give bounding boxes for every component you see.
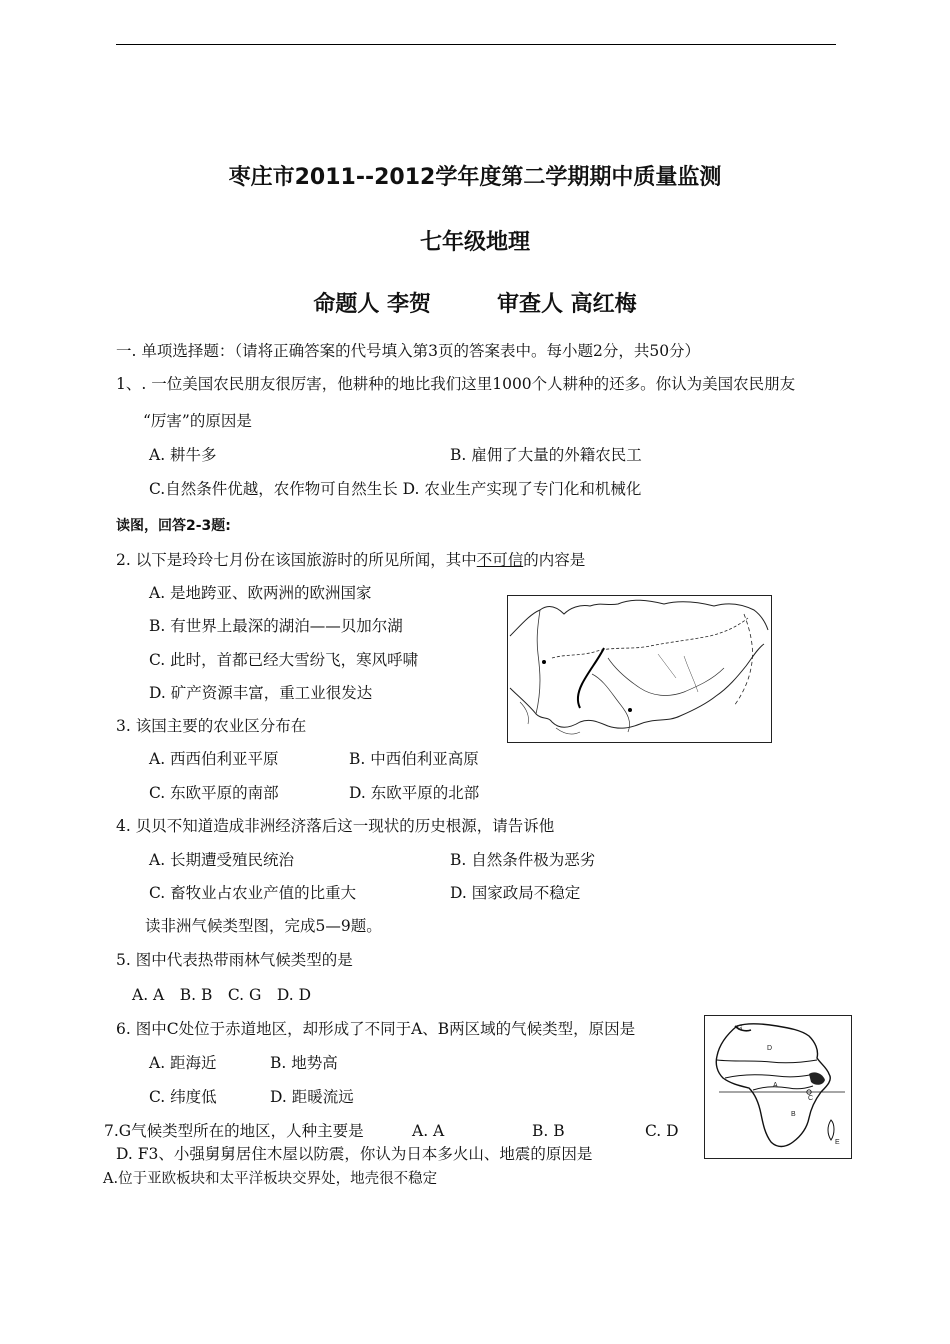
q1-stem-line2: “厉害”的原因是 xyxy=(143,412,252,430)
q2-option-b: B. 有世界上最深的湖泊——贝加尔湖 xyxy=(149,617,403,635)
read-instruction-2: 读非洲气候类型图，完成5—9题。 xyxy=(145,917,382,935)
q3-option-d: D. 东欧平原的北部 xyxy=(349,784,480,802)
q2-stem-before: 2. 以下是玲玲七月份在该国旅游时的所见所闻，其中 xyxy=(116,551,477,569)
q2-stem xyxy=(116,550,585,570)
q6-option-c: C. 纬度低 xyxy=(149,1088,217,1106)
header-rule xyxy=(116,44,836,45)
q1-option-a: A. 耕牛多 xyxy=(149,446,217,464)
africa-label-c: C xyxy=(808,1095,814,1102)
authors-line: 命题人 李贺 审查人 高红梅 xyxy=(313,292,637,317)
africa-label-b: B xyxy=(791,1111,796,1118)
africa-climate-map xyxy=(704,1015,852,1159)
q1-option-c-d: C.自然条件优越，农作物可自然生长 D. 农业生产实现了专门化和机械化 xyxy=(149,480,642,498)
q8-option-a: A.位于亚欧板块和太平洋板块交界处，地壳很不稳定 xyxy=(103,1171,438,1187)
q7-stem: 7.G气候类型所在的地区，人种主要是 xyxy=(104,1122,364,1140)
q4-stem: 4. 贝贝不知道造成非洲经济落后这一现状的历史根源，请告诉他 xyxy=(116,817,555,835)
q7-option-a: A. A xyxy=(412,1122,445,1140)
q2-option-c: C. 此时，首都已经大雪纷飞，寒风呼啸 xyxy=(149,651,419,669)
page-subtitle: 七年级地理 xyxy=(419,230,530,255)
q6-stem: 6. 图中C处位于赤道地区，却形成了不同于A、B两区域的气候类型，原因是 xyxy=(116,1020,636,1038)
africa-label-e: E xyxy=(835,1139,840,1146)
q4-option-d: D. 国家政局不稳定 xyxy=(450,884,581,902)
q5-options: A. A B. B C. G D. D xyxy=(132,986,312,1004)
q3-option-c: C. 东欧平原的南部 xyxy=(149,784,279,802)
q2-stem-underlined: 不可信 xyxy=(476,551,524,569)
q4-option-c: C. 畜牧业占农业产值的比重大 xyxy=(149,884,357,902)
section-heading: 一. 单项选择题：（请将正确答案的代号填入第3页的答案表中。每小题2分，共50分） xyxy=(116,342,701,360)
q1-option-b: B. 雇佣了大量的外籍农民工 xyxy=(450,446,642,464)
q6-option-a: A. 距海近 xyxy=(149,1054,217,1072)
q1-stem-line1: 1、. 一位美国农民朋友很厉害，他耕种的地比我们这里1000个人耕种的还多。你认为美国农民朋友 xyxy=(116,375,796,393)
q7-option-c: C. D xyxy=(645,1122,679,1140)
read-instruction-1: 读图，回答2-3题: xyxy=(116,518,231,534)
q2-option-d: D. 矿产资源丰富，重工业很发达 xyxy=(149,684,373,702)
q2-stem-after: 的内容是 xyxy=(523,551,586,569)
russia-map-drawing xyxy=(508,596,771,742)
q7-option-b: B. B xyxy=(532,1122,565,1140)
q2-option-a: A. 是地跨亚、欧两洲的欧洲国家 xyxy=(149,584,372,602)
q8-stem: D. F3、小强舅舅居住木屋以防震，你认为日本多火山、地震的原因是 xyxy=(116,1145,593,1163)
africa-map-drawing xyxy=(705,1016,851,1158)
q6-option-d: D. 距暖流远 xyxy=(270,1088,354,1106)
q3-option-a: A. 西西伯利亚平原 xyxy=(149,750,279,768)
africa-label-a: A xyxy=(773,1082,778,1089)
africa-label-d: D xyxy=(767,1045,773,1052)
africa-label-g: G xyxy=(737,1025,743,1032)
q6-option-b: B. 地势高 xyxy=(270,1054,338,1072)
page-title: 枣庄市2011--2012学年度第二学期期中质量监测 xyxy=(228,165,722,190)
q4-option-b: B. 自然条件极为恶劣 xyxy=(450,851,596,869)
q3-option-b: B. 中西伯利亚高原 xyxy=(349,750,479,768)
q3-stem: 3. 该国主要的农业区分布在 xyxy=(116,717,307,735)
russia-map xyxy=(507,595,772,743)
q4-option-a: A. 长期遭受殖民统治 xyxy=(149,851,295,869)
q5-stem: 5. 图中代表热带雨林气候类型的是 xyxy=(116,951,353,969)
